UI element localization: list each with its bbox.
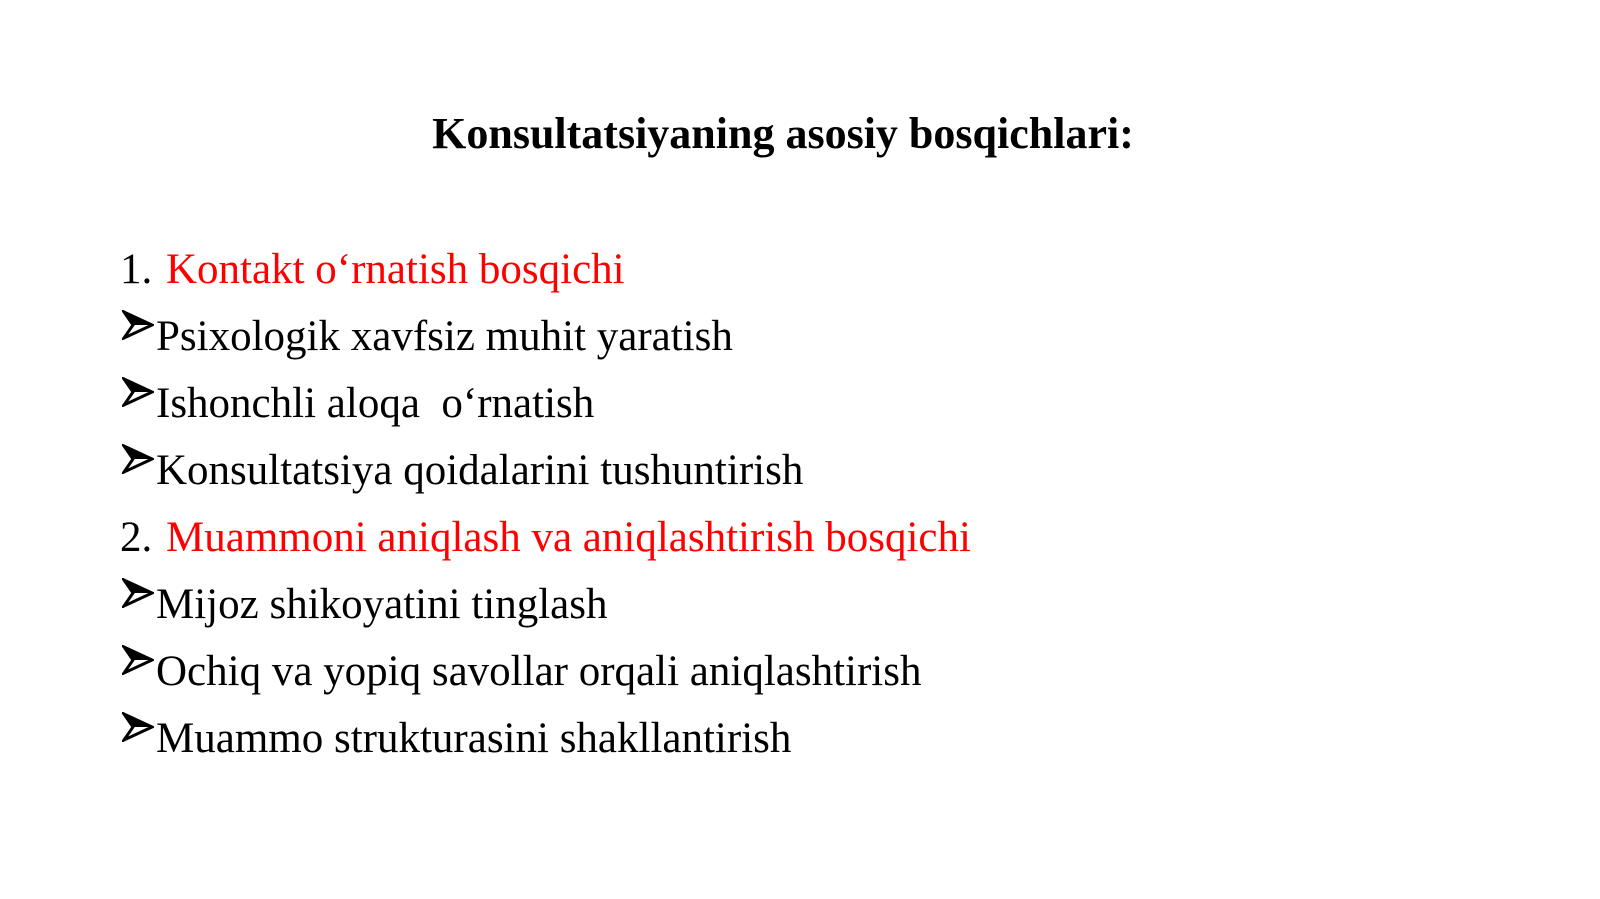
arrowhead-bullet-icon	[120, 303, 156, 370]
bullet-item	[120, 303, 1520, 370]
bullet-text: Ochiq va yopiq savollar orqali aniqlashtirish	[156, 648, 922, 695]
bullet-item	[120, 370, 1520, 437]
arrowhead-bullet-icon	[120, 437, 156, 504]
bullet-text: Ishonchli aloqa o‘rnatish	[156, 380, 595, 427]
slide-title-text: Konsultatsiyaning asosiy bosqichlari:	[432, 109, 1134, 158]
section-number: 2.	[120, 514, 153, 561]
section-heading-text: Kontakt o‘rnatish bosqichi	[166, 246, 625, 293]
section-heading	[120, 236, 1520, 303]
arrowhead-bullet-icon	[120, 571, 156, 638]
slide-title	[0, 106, 1600, 162]
bullet-item	[120, 705, 1520, 772]
section-heading	[120, 504, 1520, 571]
bullet-text: Muammo strukturasini shakllantirish	[156, 715, 792, 762]
arrowhead-bullet-icon	[120, 705, 156, 772]
bullet-item	[120, 638, 1520, 705]
section-number: 1.	[120, 246, 153, 293]
bullet-item	[120, 571, 1520, 638]
arrowhead-bullet-icon	[120, 638, 156, 705]
bullet-text: Konsultatsiya qoidalarini tushuntirish	[156, 447, 804, 494]
bullet-item	[120, 437, 1520, 504]
section-heading-text: Muammoni aniqlash va aniqlashtirish bosqichi	[166, 514, 971, 561]
bullet-text: Mijoz shikoyatini tinglash	[156, 581, 608, 628]
bullet-text: Psixologik xavfsiz muhit yaratish	[156, 313, 733, 360]
slide-content	[120, 236, 1520, 772]
arrowhead-bullet-icon	[120, 370, 156, 437]
